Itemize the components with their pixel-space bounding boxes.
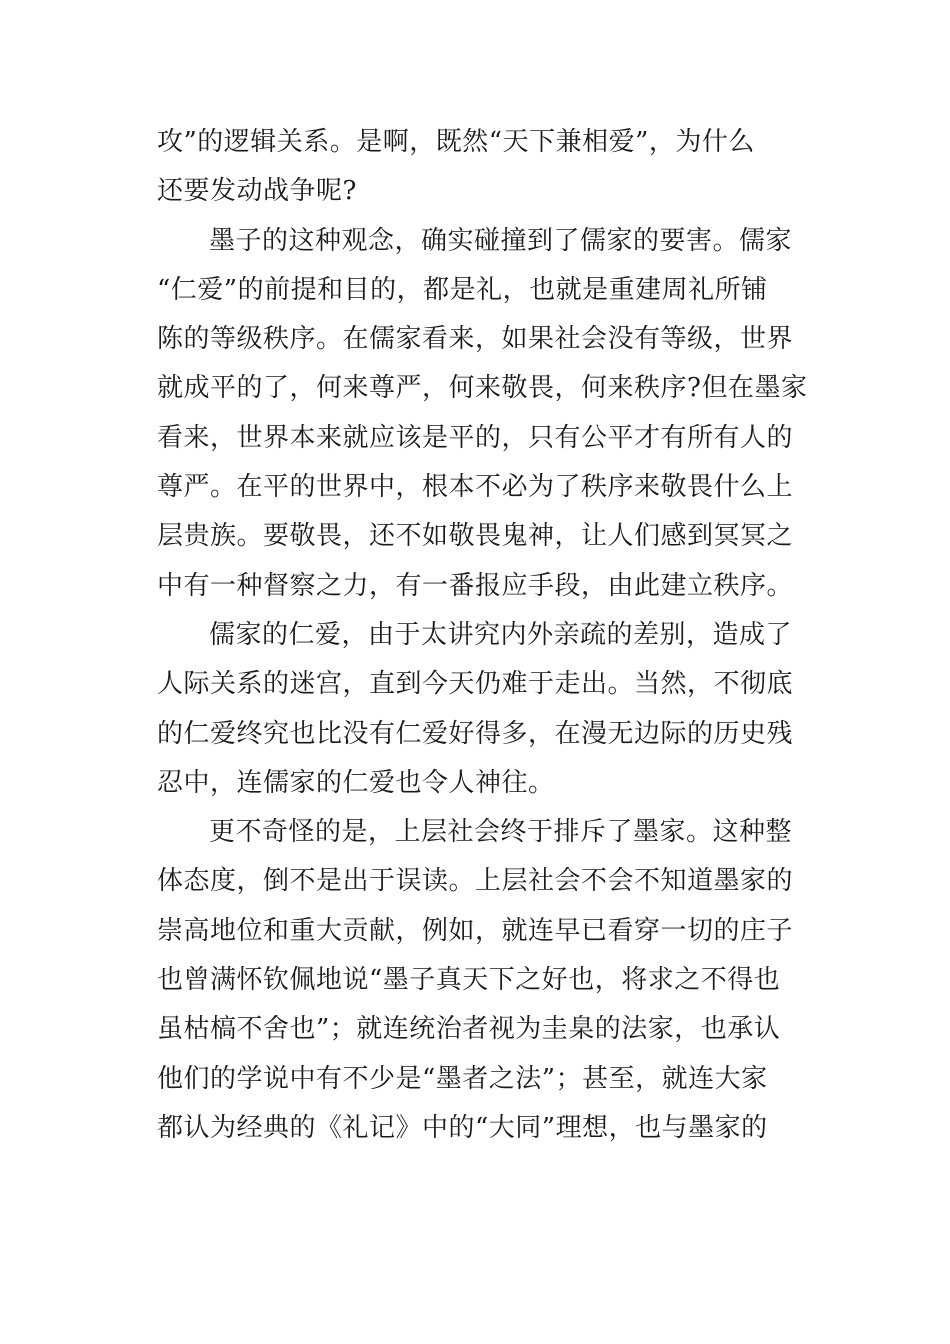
text-line: 层贵族。要敬畏，还不如敬畏鬼神，让人们感到冥冥之 <box>157 521 794 552</box>
text-line: 忍中，连儒家的仁爱也令人神往。 <box>157 767 555 798</box>
text-line: 攻”的逻辑关系。是啊，既然“天下兼相爱”，为什么 <box>157 127 755 157</box>
text-line: 都认为经典的《礼记》中的“大同”理想，也与墨家的 <box>157 1112 768 1143</box>
paragraph-start-line: 墨子的这种观念，确实碰撞到了儒家的要害。儒家 <box>209 225 793 256</box>
text-line: 中有一种督察之力，有一番报应手段，由此建立秩序。 <box>157 570 794 601</box>
text-line: 陈的等级秩序。在儒家看来，如果社会没有等级，世界 <box>157 324 794 355</box>
paragraph-start-line: 儒家的仁爱，由于太讲究内外亲疏的差别，造成了 <box>209 619 793 650</box>
text-line: 的仁爱终究也比没有仁爱好得多，在漫无边际的历史残 <box>157 718 794 749</box>
paragraph-start-line: 更不奇怪的是，上层社会终于排斥了墨家。这种整 <box>209 817 793 848</box>
text-line: 虽枯槁不舍也”；就连统治者视为圭臬的法家，也承认 <box>157 1014 781 1045</box>
text-line: “仁爱”的前提和目的，都是礼，也就是重建周礼所铺 <box>157 274 768 305</box>
body-text <box>157 118 808 1153</box>
text-line: 他们的学说中有不少是“墨者之法”；甚至，就连大家 <box>157 1063 768 1094</box>
text-line: 崇高地位和重大贡献，例如，就连早已看穿一切的庄子 <box>157 915 794 946</box>
text-line: 人际关系的迷宫，直到今天仍难于走出。当然，不彻底 <box>157 669 794 700</box>
text-line: 就成平的了，何来尊严，何来敬畏，何来秩序?但在墨家 <box>157 373 808 404</box>
text-line: 也曾满怀钦佩地说“墨子真天下之好也，将求之不得也 <box>157 965 781 996</box>
text-line: 还要发动战争呢? <box>157 176 357 207</box>
text-line: 体态度，倒不是出于误读。上层社会不会不知道墨家的 <box>157 866 794 897</box>
text-line: 尊严。在平的世界中，根本不必为了秩序来敬畏什么上 <box>157 472 794 503</box>
text-line: 看来，世界本来就应该是平的，只有公平才有所有人的 <box>157 422 794 453</box>
